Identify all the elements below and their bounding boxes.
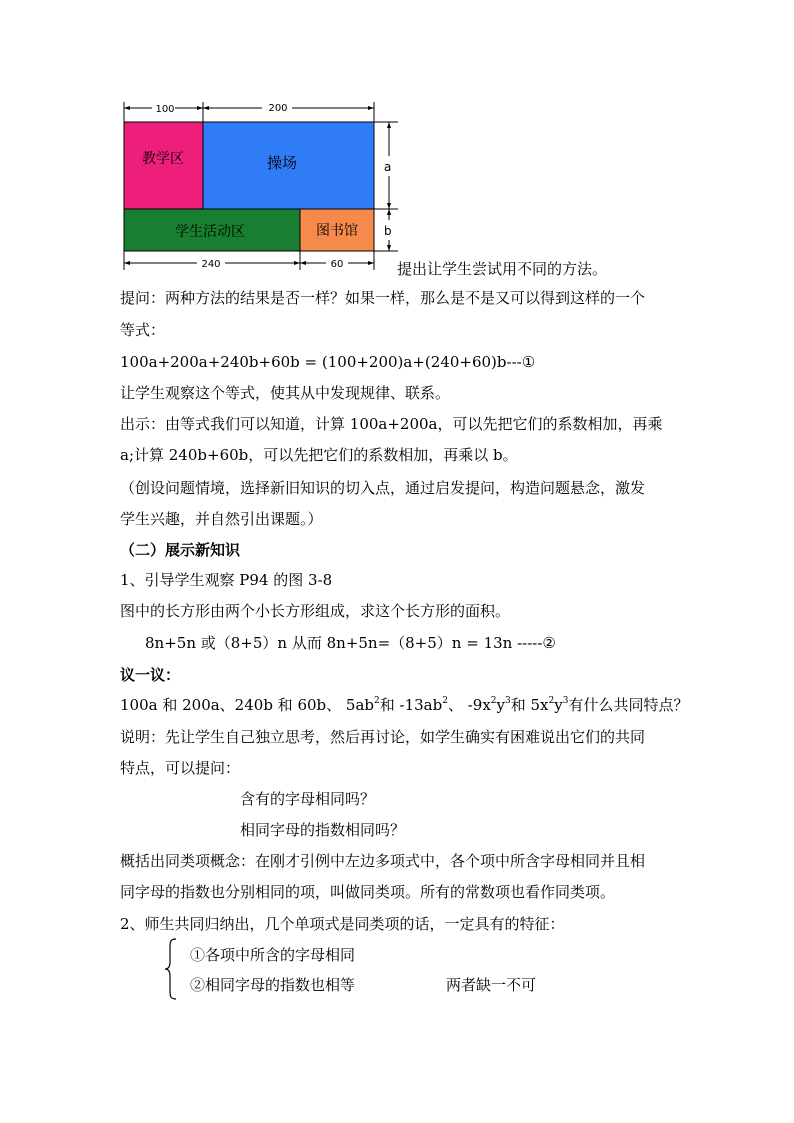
- exponent-2: 2: [548, 696, 555, 706]
- feature-2: ②相同字母的指数也相等: [190, 976, 356, 994]
- dim-top-right: 200: [268, 103, 288, 114]
- section-heading: （二）展示新知识: [120, 541, 241, 559]
- terms-part-d: y: [496, 696, 505, 714]
- exponent-2: 2: [442, 696, 448, 706]
- show-line-2: a;计算 240b+60b，可以先把它们的系数相加，再乘以 b。: [120, 446, 518, 464]
- left-brace-icon: [164, 938, 178, 1000]
- campus-layout-diagram: [112, 96, 412, 276]
- dim-side-a: a: [384, 160, 392, 174]
- feature-1: ①各项中所含的字母相同: [190, 946, 356, 964]
- terms-part-c: 、 -9x: [447, 696, 491, 714]
- dim-side-b: b: [384, 224, 392, 238]
- exponent-2: 2: [490, 696, 497, 706]
- observe-line: 让学生观察这个等式，使其从中发现规律、联系。: [120, 384, 451, 402]
- exponent-3: 3: [562, 696, 569, 706]
- exponent-2: 2: [374, 696, 380, 706]
- prompt-2: 相同字母的指数相同吗？: [240, 821, 406, 839]
- item-2: 2、师生共同归纳出，几个单项式是同类项的话，一定具有的特征：: [120, 915, 565, 933]
- note-line-2: 学生兴趣，并自然引出课题。）: [120, 510, 323, 528]
- equation-2: 8n+5n 或（8+5）n 从而 8n+5n=（8+5）n = 13n -----②: [145, 634, 556, 652]
- explain-line-2: 特点，可以提问：: [120, 759, 241, 777]
- explain-line-1: 说明：先让学生自己独立思考，然后再讨论，如学生确实有困难说出它们的共同: [120, 728, 646, 746]
- terms-part-b: 和 -13ab: [379, 696, 443, 714]
- terms-part-g: 有什么共同特点？: [568, 696, 689, 714]
- terms-part-e: 和 5x: [510, 696, 549, 714]
- question-line-2: 等式：: [120, 321, 166, 339]
- question-line-1: 提问：两种方法的结果是否一样？如果一样，那么是不是又可以得到这样的一个: [120, 289, 646, 307]
- equation-1: 100a+200a+240b+60b = (100+200)a+(240+60)b---①: [120, 353, 536, 371]
- label-teaching: 教学区: [142, 151, 184, 167]
- dim-top-left: 100: [155, 104, 175, 115]
- discuss-heading: 议一议：: [120, 666, 181, 684]
- item-1: 1、引导学生观察 P94 的图 3-8: [120, 571, 333, 589]
- summary-line-1: 概括出同类项概念：在刚才引例中左边多项式中，各个项中所含字母相同并且相: [120, 852, 646, 870]
- prompt-1: 含有的字母相同吗？: [240, 790, 376, 808]
- figure-description: 图中的长方形由两个小长方形组成，求这个长方形的面积。: [120, 602, 511, 620]
- show-line-1: 出示：由等式我们可以知道，计算 100a+200a，可以先把它们的系数相加，再乘: [120, 415, 663, 433]
- feature-note: 两者缺一不可: [446, 976, 537, 994]
- summary-line-2: 同字母的指数也分别相同的项，叫做同类项。所有的常数项也看作同类项。: [120, 883, 616, 901]
- label-activity: 学生活动区: [175, 224, 245, 240]
- dim-bottom-right: 60: [330, 259, 344, 270]
- label-library: 图书馆: [316, 223, 358, 239]
- terms-line: [120, 695, 688, 715]
- terms-part-a: 100a 和 200a、240b 和 60b、 5ab: [120, 696, 374, 714]
- note-line-1: （创设问题情境，选择新旧知识的切入点，通过启发提问，构造问题悬念，激发: [120, 479, 646, 497]
- campus-layout-svg: [112, 96, 412, 276]
- diagram-caption: 提出让学生尝试用不同的方法。: [397, 260, 608, 278]
- exponent-3: 3: [505, 696, 511, 706]
- label-playground: 操场: [266, 154, 298, 172]
- dim-bottom-left: 240: [201, 259, 221, 270]
- terms-part-f: y: [554, 696, 563, 714]
